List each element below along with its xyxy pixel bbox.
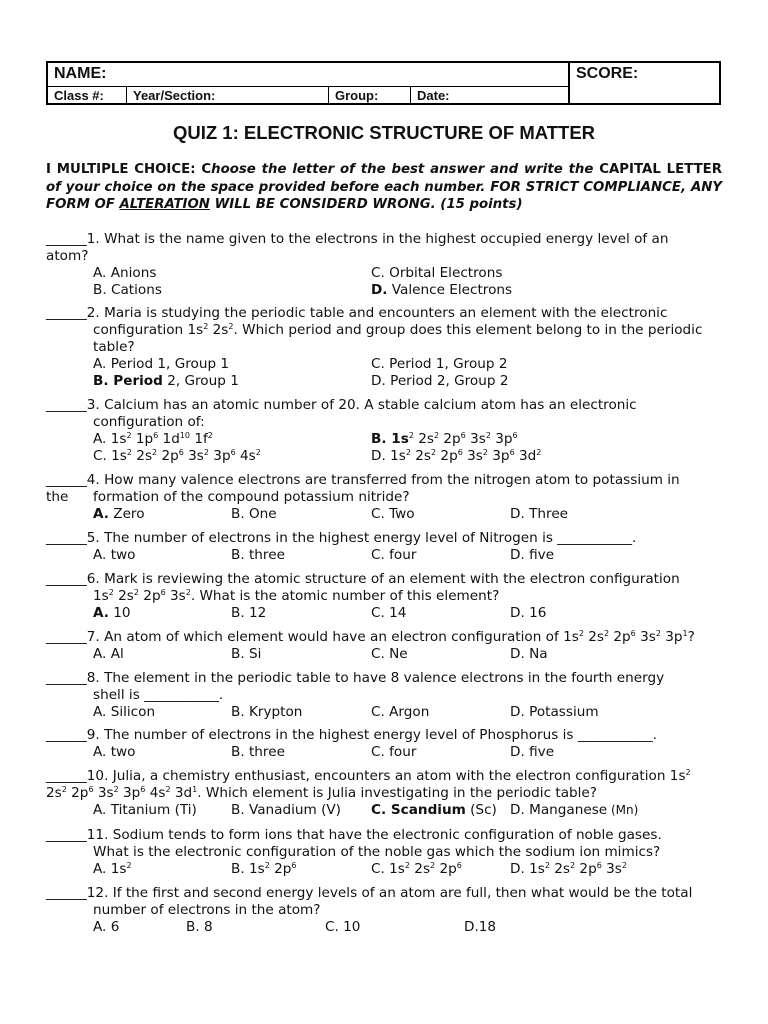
- answer-blank: ______: [46, 629, 87, 645]
- year-section-label: Year/Section:: [133, 88, 216, 103]
- instructions-text-1: hoose the letter of the best answer and write the: [211, 162, 594, 177]
- option-b: B. $1s^2$ $2s^2$ $2p^6$ $3s^2$ $3p^6$: [371, 431, 518, 447]
- option-b: B. 8: [186, 919, 213, 935]
- options: [46, 646, 722, 663]
- answer-blank: ______: [46, 397, 87, 413]
- question-text: An atom of which element would have an electron configuration of: [99, 629, 559, 645]
- option-d: D. five: [510, 547, 555, 563]
- question-text-the: the: [46, 489, 69, 505]
- instructions-caps: CAPITAL LETTER: [593, 162, 722, 177]
- option-c: C. $1s^2$ $2s^2$ $2p^6$ $3s^2$ $3p^6$ $4s^2$: [93, 448, 261, 464]
- question-9: [46, 727, 722, 761]
- question-text: Maria is studying the periodic table and encounters an element with the electronic: [99, 305, 668, 321]
- option-a: A. Zero: [93, 506, 145, 522]
- option-c: C. Two: [371, 506, 415, 522]
- instructions-alteration: ALTERATION: [119, 197, 210, 212]
- question-8: [46, 670, 722, 721]
- question-2: [46, 305, 722, 390]
- group-label: Group:: [335, 88, 379, 103]
- question-text-cont: the formation of the compound potassium nitride?: [46, 489, 410, 505]
- quiz-title: QUIZ 1: ELECTRONIC STRUCTURE OF MATTER: [172, 122, 596, 143]
- option-d: D. Three: [510, 506, 569, 522]
- instructions: [46, 161, 722, 214]
- option-c: C. four: [371, 744, 417, 760]
- options: [46, 605, 722, 622]
- options: [46, 744, 722, 761]
- question-text: The number of electrons in the highest energy level of Nitrogen is ___________.: [99, 530, 637, 546]
- question-text: How many valence electrons are transferred from the nitrogen atom to potassium in: [99, 472, 680, 488]
- option-c: C. Scandium (Sc): [371, 802, 497, 818]
- question-number: 1.: [86, 231, 100, 247]
- option-a: A. Period 1, Group 1: [93, 356, 230, 372]
- question-text-cont: shell is ___________.: [93, 687, 224, 703]
- option-d: D. 16: [510, 605, 547, 621]
- option-c: C. four: [371, 547, 417, 563]
- option-a: A. 6: [93, 919, 120, 935]
- option-b: B. Krypton: [231, 704, 303, 720]
- options: [46, 802, 722, 819]
- option-b: B. Vanadium (V): [231, 802, 341, 818]
- question-text: What is the name given to the electrons in the highest occupied energy level of an: [99, 231, 669, 247]
- name-label: NAME:: [54, 65, 107, 82]
- question-number: 4.: [86, 472, 100, 488]
- option-a: A. two: [93, 547, 136, 563]
- question-10: ______10. Julia, a chemistry enthusiast, encounters an atom with the electron configuration $1s^2$ $2s^2$ $2p^6$ $3s^2$ $3p^6$ $4s^2$ $3d^1$. Which element is Julia investigating in the periodic table? A. Titanium (Ti) B. Vanadium (V) C. Scandium (Sc) D. Manganese (Mn): [46, 768, 722, 819]
- question-number: 5.: [86, 530, 100, 546]
- question-text-cont: $1s^2$ $2s^2$ $2p^6$ $3s^2$. What is the atomic number of this element?: [93, 588, 500, 604]
- option-c: C. 10: [325, 919, 361, 935]
- question-number: 8.: [86, 670, 100, 686]
- option-a: A. Anions: [93, 265, 157, 281]
- options: [46, 356, 722, 373]
- option-d: D. $1s^2$ $2s^2$ $2p^6$ $3s^2$ $3p^6$ $3d^2$: [371, 448, 542, 464]
- option-d: D. Na: [510, 646, 548, 662]
- question-text-cont: What is the electronic configuration of the noble gas which the sodium ion mimics?: [93, 844, 661, 860]
- question-text-cont: configuration $1s^2$ $2s^2$. Which period and group does this element belong to in the periodic: [93, 322, 703, 338]
- options: [46, 431, 722, 448]
- question-number: 9.: [86, 727, 100, 743]
- question-text: Sodium tends to form ions that have the electronic configuration of noble gases.: [108, 827, 662, 843]
- instructions-text-3: WILL BE CONSIDERD WRONG. (15 points): [209, 197, 523, 212]
- instructions-text-2: of your choice on the space provided before each number. FOR STRICT COMPLIANCE, ANY FORM OF: [46, 179, 722, 212]
- option-d: D. Potassium: [510, 704, 599, 720]
- question-number: 10.: [86, 768, 109, 784]
- class-field: [48, 87, 126, 105]
- options-row-2: [46, 282, 722, 299]
- question-number: 3.: [86, 397, 100, 413]
- question-text: The number of electrons in the highest energy level of Phosphorus is ___________.: [99, 727, 657, 743]
- option-c: C. 14: [371, 605, 407, 621]
- question-number: 11.: [86, 827, 109, 843]
- question-text-cont: configuration of:: [93, 414, 205, 430]
- question-1: [46, 231, 722, 299]
- option-b: B. $1s^2$ $2p^6$: [231, 861, 297, 877]
- option-c: C. Period 1, Group 2: [371, 356, 508, 372]
- option-b: B. three: [231, 744, 285, 760]
- option-d: D. five: [510, 744, 555, 760]
- answer-blank: ______: [46, 571, 87, 587]
- option-c: C. $1s^2$ $2s^2$ $2p^6$: [371, 861, 462, 877]
- option-a: A. $1s^2$ $1p^6$ $1d^{10}$ $1f^2$: [93, 431, 213, 447]
- option-b: B. Period 2, Group 1: [93, 373, 239, 389]
- question-text: Julia, a chemistry enthusiast, encounters an atom with the electron configuration: [108, 768, 666, 784]
- date-field: [410, 87, 568, 105]
- options-row-2: [46, 448, 722, 465]
- answer-blank: ______: [46, 472, 87, 488]
- answer-blank: ______: [46, 231, 87, 247]
- option-c: C. Ne: [371, 646, 408, 662]
- question-text-cont-2: table?: [93, 339, 135, 355]
- options: [46, 919, 722, 936]
- answer-blank: ______: [46, 885, 87, 901]
- option-b: B. Si: [231, 646, 262, 662]
- option-a: A. 10: [93, 605, 131, 621]
- question-text-cont: atom?: [46, 248, 89, 264]
- question-number: 12.: [86, 885, 109, 901]
- answer-blank: ______: [46, 670, 87, 686]
- options: [46, 506, 722, 523]
- options-row-2: [46, 373, 722, 390]
- question-3: [46, 397, 722, 465]
- score-cell: [568, 63, 638, 103]
- options: [46, 861, 722, 878]
- answer-blank: ______: [46, 530, 87, 546]
- answer-blank: ______: [46, 727, 87, 743]
- score-label: SCORE:: [576, 65, 639, 82]
- option-a: A. Silicon: [93, 704, 156, 720]
- options: [46, 704, 722, 721]
- question-6: [46, 571, 722, 622]
- option-a: A. two: [93, 744, 136, 760]
- option-d: D. Manganese (Mn): [510, 802, 639, 818]
- option-b: B. One: [231, 506, 277, 522]
- option-a: A. Al: [93, 646, 124, 662]
- question-text: If the first and second energy levels of an atom are full, then what would be the total: [108, 885, 693, 901]
- question-number: 6.: [86, 571, 100, 587]
- option-d: D. Period 2, Group 2: [371, 373, 509, 389]
- question-number: 7.: [86, 629, 100, 645]
- option-b: B. 12: [231, 605, 267, 621]
- option-a: A. Titanium (Ti): [93, 802, 197, 818]
- options: [46, 265, 722, 282]
- option-d: D. Valence Electrons: [371, 282, 513, 298]
- question-text-cont: $2s^2$ $2p^6$ $3s^2$ $3p^6$ $4s^2$ $3d^1$. Which element is Julia investigating in the periodic table?: [46, 785, 598, 801]
- question-text-cont: number of electrons in the atom?: [93, 902, 321, 918]
- question-4: [46, 472, 722, 523]
- question-text: Mark is reviewing the atomic structure of an element with the electron configuration: [99, 571, 680, 587]
- group-field: [328, 87, 410, 105]
- option-d: D.18: [464, 919, 497, 935]
- option-a: A. $1s^2$: [93, 861, 132, 877]
- instructions-lead: I MULTIPLE CHOICE: C: [46, 162, 212, 177]
- question-text: The element in the periodic table to have 8 valence electrons in the fourth energy: [99, 670, 665, 686]
- question-7: ______7. An atom of which element would have an electron configuration of $1s^2$ $2s^2$ $2p^6$ $3s^2$ $3p^1$? A. Al B. Si C. Ne D. Na: [46, 629, 722, 663]
- options: [46, 547, 722, 564]
- option-c: C. Argon: [371, 704, 430, 720]
- answer-blank: ______: [46, 305, 87, 321]
- question-12: [46, 885, 722, 936]
- question-5: [46, 530, 722, 564]
- year-section-field: [126, 87, 328, 105]
- name-row: [48, 63, 568, 87]
- header-table: [46, 61, 721, 105]
- question-text: Calcium has an atomic number of 20. A stable calcium atom has an electronic: [99, 397, 637, 413]
- option-d: D. $1s^2$ $2s^2$ $2p^6$ $3s^2$: [510, 861, 627, 877]
- option-b: B. Cations: [93, 282, 162, 298]
- option-b: B. three: [231, 547, 285, 563]
- date-label: Date:: [417, 88, 450, 103]
- question-11: [46, 827, 722, 878]
- answer-blank: ______: [46, 768, 87, 784]
- class-label: Class #:: [54, 88, 104, 103]
- option-c: C. Orbital Electrons: [371, 265, 503, 281]
- question-number: 2.: [86, 305, 100, 321]
- answer-blank: ______: [46, 827, 87, 843]
